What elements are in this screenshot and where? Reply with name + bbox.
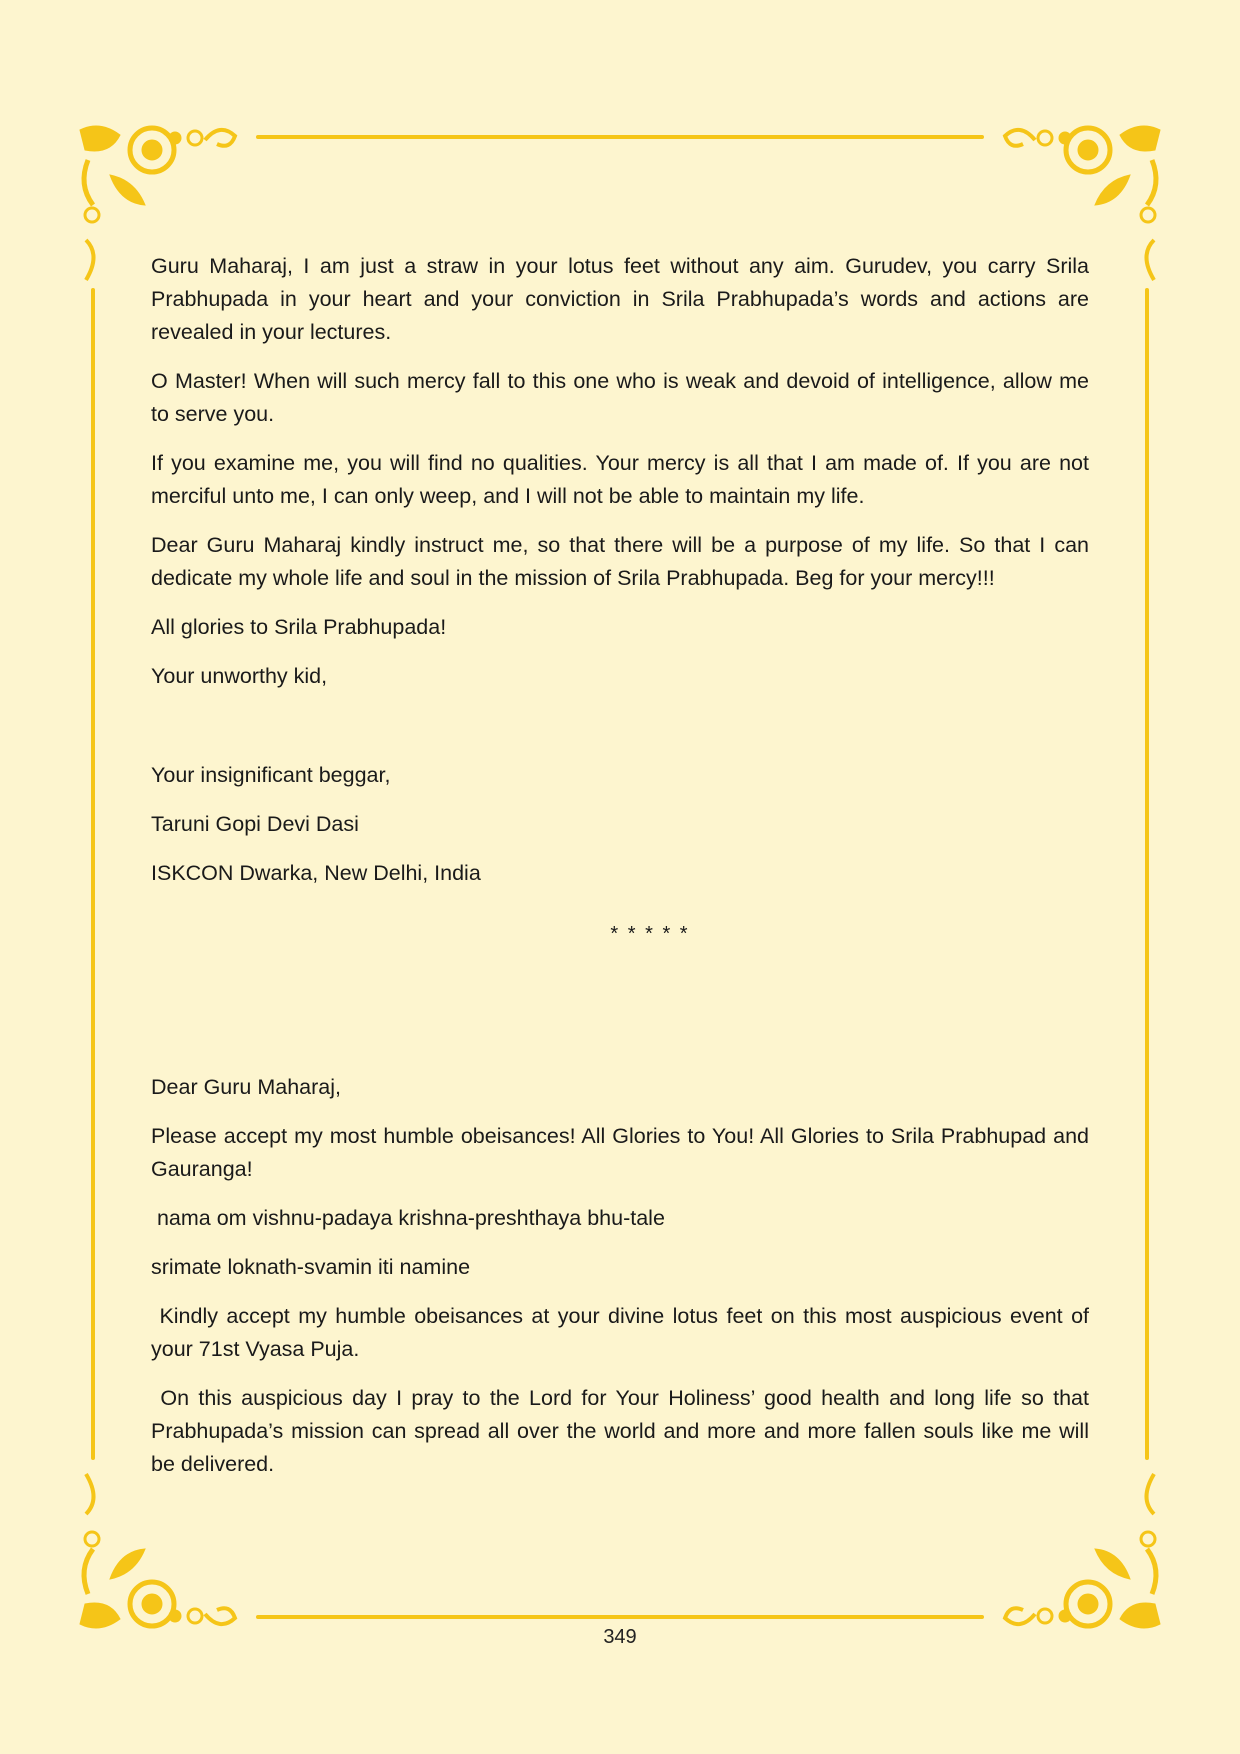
letter1-paragraph: All glories to Srila Prabhupada! <box>151 615 447 639</box>
letter2-mantra-line: nama om vishnu-padaya krishna-preshthaya bhu-tale <box>151 1206 665 1230</box>
corner-ornament-bottom-left <box>80 1474 235 1628</box>
letter1-paragraph: If you examine me, you will find no qualities. Your mercy is all that I am made of. If you are not merciful unto me, I can only weep, and I will not be able to maintain my life. <box>151 451 1089 508</box>
letter2-paragraph: Kindly accept my humble obeisances at your divine lotus feet on this most auspicious event of your 71st Vyasa Puja. <box>151 1304 1095 1361</box>
letter2-greeting: Dear Guru Maharaj, <box>151 1075 341 1099</box>
page-content <box>151 250 1095 1497</box>
corner-ornament-bottom-right <box>1005 1474 1160 1628</box>
letter1-closing: Your unworthy kid, <box>151 664 328 688</box>
letter1-paragraph: Dear Guru Maharaj kindly instruct me, so that there will be a purpose of my life. So that I can dedicate my whole life and soul in the mission of Srila Prabhupada. Beg for your mercy!!! <box>151 533 1089 590</box>
letter1-paragraph: Guru Maharaj, I am just a straw in your lotus feet without any aim. Gurudev, you carry Srila Prabhupada in your heart and your conviction in Srila Prabhupada’s words and actions are revealed in your lectures. <box>151 254 1089 344</box>
page-number: 349 <box>603 1626 637 1648</box>
letter2-mantra-line: srimate loknath-svamin iti namine <box>151 1255 471 1279</box>
letter1-author-name: Taruni Gopi Devi Dasi <box>151 812 359 836</box>
letter2-paragraph: Please accept my most humble obeisances! All Glories to You! All Glories to Srila Prabhupad and Gauranga! <box>151 1124 1089 1181</box>
letter1-author-location: ISKCON Dwarka, New Delhi, India <box>151 861 481 885</box>
section-separator: * * * * * <box>610 923 690 945</box>
letter1-paragraph: O Master! When will such mercy fall to this one who is weak and devoid of intelligence, allow me to serve you. <box>151 369 1089 426</box>
letter1-signoff: Your insignificant beggar, <box>151 763 391 787</box>
letter2-paragraph: On this auspicious day I pray to the Lord for Your Holiness’ good health and long life so that Prabhupada’s mission can spread all over the world and more and more fallen souls like me will be delivered. <box>151 1386 1095 1476</box>
